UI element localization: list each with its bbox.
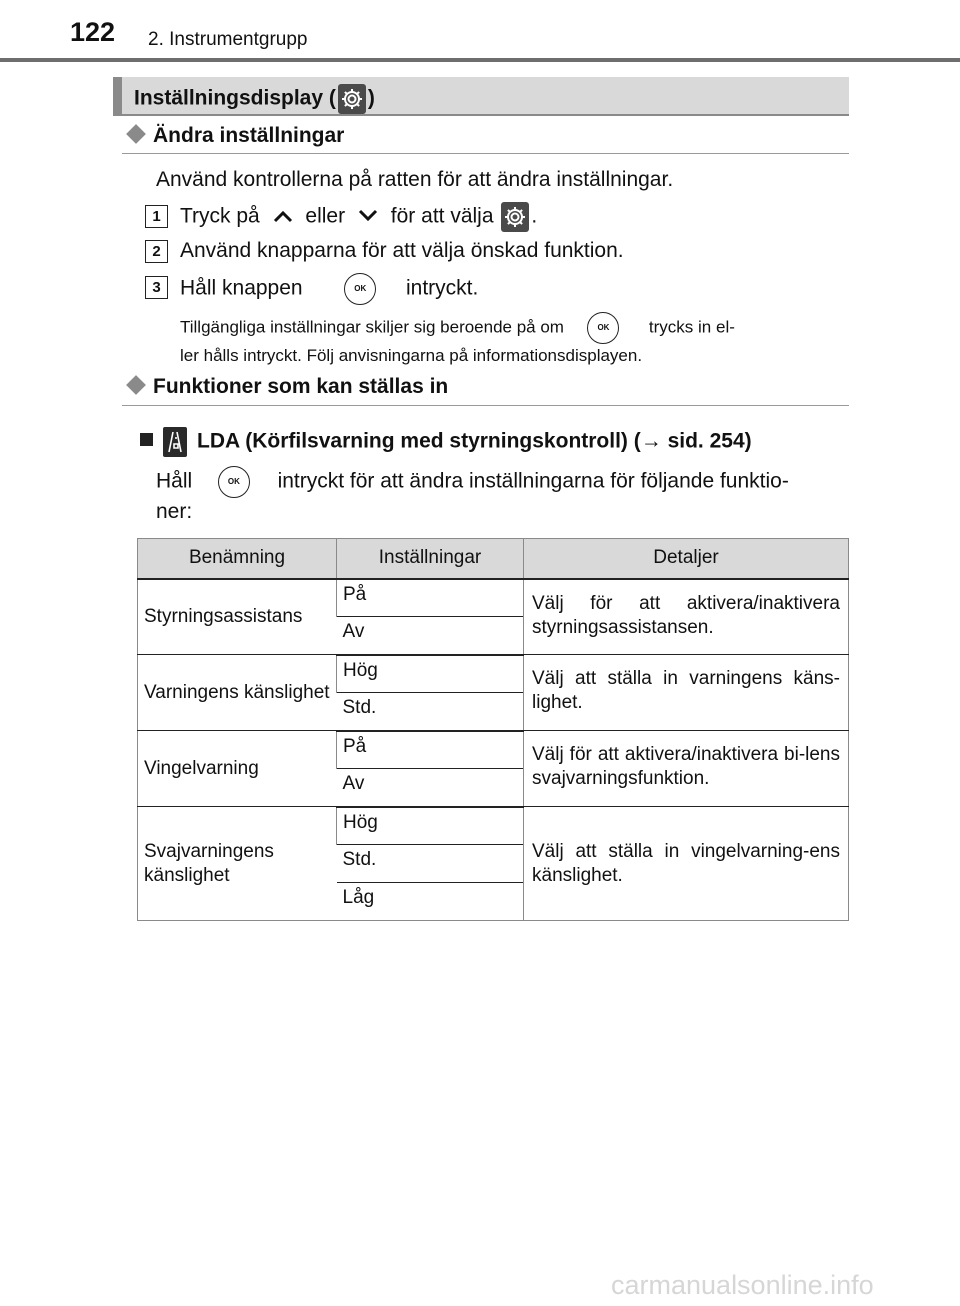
row-value: Std. (337, 693, 524, 731)
table-row (138, 579, 849, 617)
chevron-up-icon (266, 203, 300, 231)
section-title (134, 84, 375, 114)
row-value: Av (337, 617, 524, 655)
row-value: Hög (337, 807, 524, 845)
section-title-suffix: ) (367, 86, 375, 110)
page-number: 122 (70, 17, 116, 47)
diamond-bullet-icon (126, 124, 146, 144)
step-1-text: Tryck på eller för att välja . (180, 202, 537, 232)
diamond-bullet-icon (126, 375, 146, 395)
row-name: Styrningsassistans (138, 579, 337, 655)
header-settings: Inställningar (337, 539, 524, 579)
step-2-text: Använd knapparna för att välja önskad funktion. (180, 239, 624, 262)
subheading-text: Funktioner som kan ställas in (153, 375, 449, 398)
intro-text: Använd kontrollerna på ratten för att ändra inställningar. (156, 168, 674, 191)
square-bullet-icon (140, 433, 153, 446)
row-name: Vingelvarning (138, 731, 337, 807)
step-number-3: 3 (145, 276, 168, 299)
header-divider (0, 58, 960, 62)
note-text: Tillgängliga inställningar skiljer sig beroende på om OK trycks in el- ler hålls intryckt. Följ anvisningarna på informationsdisplayen. (180, 312, 840, 367)
subheading-functions (129, 375, 448, 399)
chapter-title: 2. Instrumentgrupp (148, 29, 308, 50)
step-number-2: 2 (145, 240, 168, 263)
step-number-1: 1 (145, 205, 168, 228)
subheading-text: Ändra inställningar (153, 124, 345, 147)
table-header-row (138, 539, 849, 579)
header-details: Detaljer (524, 539, 849, 579)
row-value: Std. (337, 845, 524, 883)
table-row (138, 807, 849, 845)
row-value: På (337, 579, 524, 617)
ok-button-icon: OK (587, 312, 619, 344)
section-heading (113, 77, 849, 115)
header-name: Benämning (138, 539, 337, 579)
lda-heading: LDA (Körfilsvarning med styrningskontroll) (→ sid. 254) (140, 427, 752, 457)
step-3-text: Håll knappen OK intryckt. (180, 273, 478, 305)
row-detail: Välj för att aktivera/inaktivera styrningsassistansen. (524, 579, 849, 655)
subheading-divider (122, 153, 849, 154)
row-name: Varningens känslighet (138, 655, 337, 731)
ok-button-icon: OK (344, 273, 376, 305)
subheading-change-settings (129, 124, 344, 148)
arrow-right-icon: → (640, 429, 662, 453)
settings-gear-icon (501, 202, 529, 232)
row-detail: Välj att ställa in vingelvarning-ens känslighet. (524, 807, 849, 921)
table-row (138, 731, 849, 769)
row-detail: Välj att ställa in varningens käns-lighet. (524, 655, 849, 731)
lda-description: Håll OK intryckt för att ändra inställningarna för följande funktio- ner: (156, 466, 846, 526)
row-value: Låg (337, 883, 524, 921)
page-header (0, 0, 960, 62)
watermark: carmanualsonline.info (611, 1270, 874, 1300)
row-detail: Välj för att aktivera/inaktivera bi-lens svajvarningsfunktion. (524, 731, 849, 807)
chevron-down-icon (351, 203, 385, 231)
subheading-divider (122, 405, 849, 406)
section-title-text: Inställningsdisplay ( (134, 86, 336, 110)
lane-departure-icon (163, 427, 187, 457)
table-row (138, 655, 849, 693)
row-value: På (337, 731, 524, 769)
section-divider (113, 114, 849, 116)
settings-gear-icon (338, 84, 366, 114)
row-value: Hög (337, 655, 524, 693)
settings-table (137, 538, 849, 921)
ok-button-icon: OK (218, 466, 250, 498)
row-value: Av (337, 769, 524, 807)
row-name: Svajvarningens känslighet (138, 807, 337, 921)
